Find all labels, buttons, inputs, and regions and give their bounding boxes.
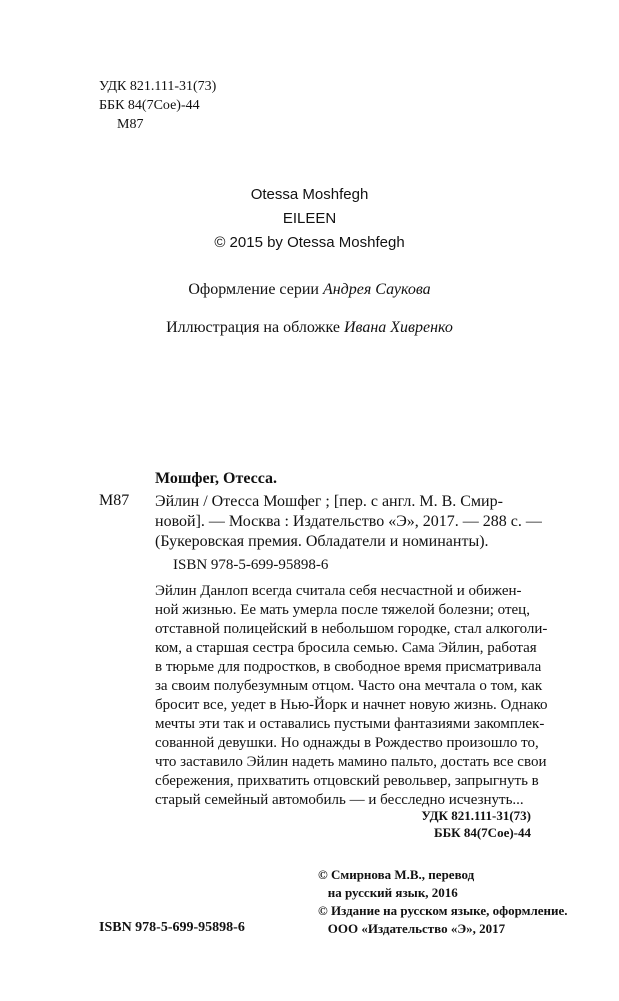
- annotation-line: отставной полицейский в небольшом городке, стал алкоголи-: [155, 621, 548, 637]
- footer-udk-code: УДК 821.111-31(73): [421, 808, 531, 823]
- biblio-line: Эйлин / Отесса Мошфег ; [пер. с англ. М. В. Смир-: [155, 493, 503, 510]
- annotation-line: в тюрьме для подростков, в свободное время присматривала: [155, 659, 542, 675]
- annotation-line: за своим полубезумным отцом. Часто она мечтала о том, как: [155, 678, 543, 694]
- illustration-label: Иллюстрация на обложке: [166, 319, 344, 336]
- bibliographic-description: [155, 492, 542, 552]
- annotation-line: ной жизнью. Ее мать умерла после тяжелой болезни; отец,: [155, 602, 530, 618]
- copyright-line: на русский язык, 2016: [318, 885, 458, 900]
- biblio-line: (Букеровская премия. Обладатели и номинанты).: [155, 533, 489, 550]
- biblio-line: новой]. — Москва : Издательство «Э», 2017. — 288 с. —: [155, 513, 542, 530]
- annotation-line: старый семейный автомобиль — и бесследно исчезнуть...: [155, 792, 524, 808]
- annotation-line: сбережения, прихватить отцовский револьвер, запрыгнуть в: [155, 773, 539, 789]
- annotation-line: бросит все, уедет в Нью-Йорк и начнет новую жизнь. Однако: [155, 697, 548, 713]
- copyright-line: ООО «Издательство «Э», 2017: [318, 921, 506, 936]
- annotation-line: Эйлин Данлоп всегда считала себя несчастной и обижен-: [155, 583, 522, 599]
- original-title: EILEEN: [282, 210, 337, 227]
- annotation-line: мечты эти так и оставались пустыми фантазиями закомплек-: [155, 716, 545, 732]
- footer-bbk-code: ББК 84(7Сое)-44: [433, 825, 531, 840]
- original-copyright: © 2015 by Otessa Moshfegh: [214, 234, 405, 251]
- annotation: [155, 582, 548, 810]
- cover-illustration-credit: [0, 319, 619, 337]
- series-design-credit: [0, 281, 619, 299]
- copyright-line: © Издание на русском языке, оформление.: [318, 903, 568, 918]
- footer-isbn: ISBN 978-5-699-95898-6: [99, 920, 245, 935]
- bbk-code: ББК 84(7Сое)-44: [99, 98, 200, 113]
- series-design-label: Оформление серии: [188, 281, 323, 298]
- annotation-line: сованной девушки. Но однажды в Рождество произошло то,: [155, 735, 539, 751]
- catalog-author-mark: М87: [99, 492, 130, 509]
- catalog-heading: Мошфег, Отесса.: [155, 470, 278, 487]
- copyright-block: [318, 866, 568, 938]
- series-design-name: Андрея Саукова: [322, 281, 431, 298]
- copyright-line: © Смирнова М.В., перевод: [318, 867, 475, 882]
- annotation-line: что заставило Эйлин надеть мамино пальто, достать все свои: [155, 754, 547, 770]
- catalog-isbn: ISBN 978-5-699-95898-6: [173, 557, 329, 573]
- annotation-line: ком, а старшая сестра бросила семью. Сама Эйлин, работая: [155, 640, 537, 656]
- udk-code: УДК 821.111-31(73): [99, 79, 217, 94]
- illustration-name: Ивана Хивренко: [343, 319, 453, 336]
- author-mark: М87: [117, 117, 144, 132]
- original-author: Otessa Moshfegh: [250, 186, 369, 203]
